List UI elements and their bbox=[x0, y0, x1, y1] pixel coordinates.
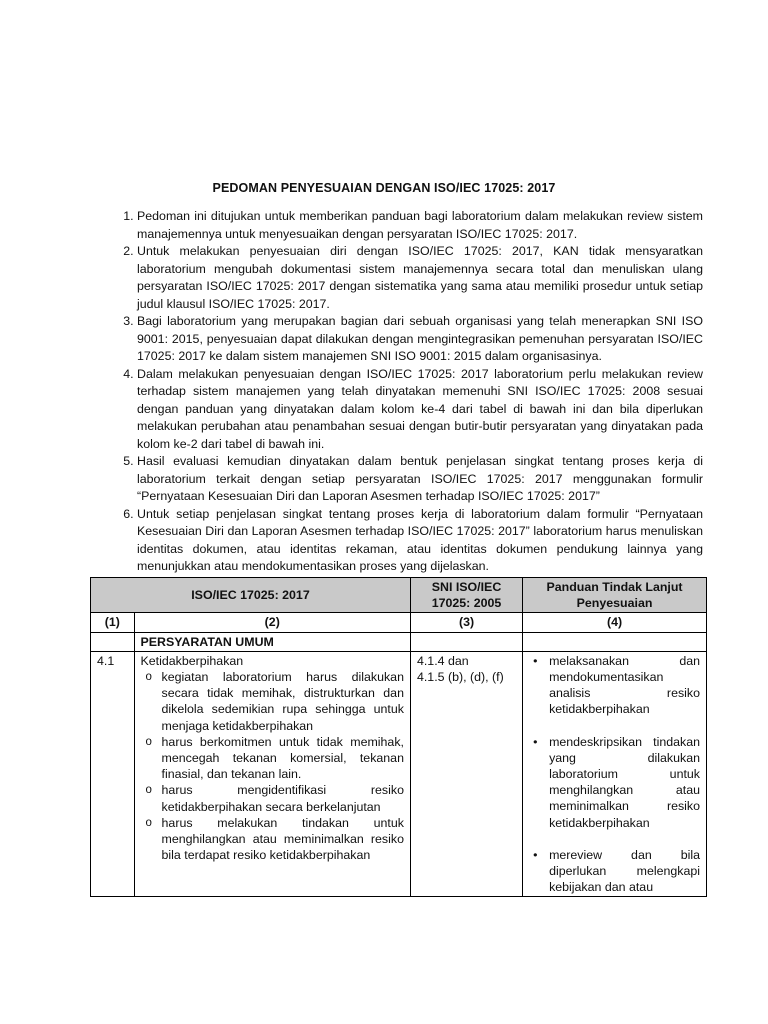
table-header-row bbox=[91, 578, 707, 613]
guideline-item: 5. Hasil evaluasi kemudian dinyatakan dalam bentuk penjelasan singkat tentang proses kerja di laboratorium terkait dengan setiap persyaratan ISO/IEC 17025: 2017 menggunakan formulir “Pernyataan Kesesuaian Diri dan Laporan Asesmen terhadap ISO/IEC 17025: 2017” bbox=[137, 453, 703, 506]
guideline-item: 6. Untuk setiap penjelasan singkat tentang proses kerja di laboratorium dalam formulir “Pernyataan Kesesuaian Diri dan Laporan Asesmen terhadap ISO/IEC 17025: 2017” laboratorium harus menuliskan identitas dokumen, atau identitas rekaman, atau identitas dokumen pendukung lainnya yang menunjukkan atau mendokumentasikan proses yang dijelaskan. bbox=[137, 506, 703, 576]
guidance-item: • melaksanakan dan mendokumentasikan analisis resiko ketidakberpihakan bbox=[549, 653, 700, 718]
guideline-item: 1. Pedoman ini ditujukan untuk memberikan panduan bagi laboratorium dalam melakukan review sistem manajemennya untuk menyesuaikan dengan persyaratan ISO/IEC 17025: 2017. bbox=[137, 208, 703, 243]
guideline-item: 3. Bagi laboratorium yang merupakan bagian dari sebuah organisasi yang telah menerapkan SNI ISO 9001: 2015, penyesuaian dapat dilakukan dengan mengintegrasikan pemenuhan persyaratan ISO/IEC 17025: 2017 ke dalam sistem manajemen SNI ISO 9001: 2015 dalam organisasinya. bbox=[137, 313, 703, 366]
sni-reference-cell bbox=[410, 651, 522, 897]
header-iso: ISO/IEC 17025: 2017 bbox=[91, 578, 411, 613]
guidance-list bbox=[529, 653, 700, 896]
empty-cell bbox=[523, 632, 707, 651]
section-title: PERSYARATAN UMUM bbox=[134, 632, 410, 651]
empty-cell bbox=[91, 632, 135, 651]
column-number: (3) bbox=[410, 613, 522, 632]
guidance-cell bbox=[523, 651, 707, 897]
section-row bbox=[91, 632, 707, 651]
table-row bbox=[91, 651, 707, 897]
column-number-row bbox=[91, 613, 707, 632]
column-number: (1) bbox=[91, 613, 135, 632]
guidance-item: • mendeskripsikan tindakan yang dilakukan laboratorium untuk menghilangkan atau meminimalkan resiko ketidakberpihakan bbox=[549, 734, 700, 831]
requirement-list bbox=[141, 669, 404, 863]
sni-reference: 4.1.4 dan bbox=[416, 653, 469, 668]
guideline-item: 2. Untuk melakukan penyesuaian diri dengan ISO/IEC 17025: 2017, KAN tidak mensyaratkan laboratorium mengubah dokumentasi sistem manajemennya secara total dan menuliskan ulang persyaratan ISO/IEC 17025: 2017 dengan sistematika yang sama atau memiliki prosedur untuk setiap judul klausul ISO/IEC 17025: 2017. bbox=[137, 243, 703, 313]
guidance-item: • mereview dan bila diperlukan melengkapi kebijakan dan atau bbox=[549, 847, 700, 896]
header-sni: SNI ISO/IEC 17025: 2005 bbox=[410, 578, 522, 613]
requirement-item: o harus melakukan tindakan untuk menghilangkan atau meminimalkan resiko bila terdapat resiko ketidakberpihakan bbox=[162, 815, 404, 864]
header-panduan: Panduan Tindak Lanjut Penyesuaian bbox=[523, 578, 707, 613]
guideline-item: 4. Dalam melakukan penyesuaian dengan ISO/IEC 17025: 2017 laboratorium perlu melakukan review terhadap sistem manajemen yang telah dinyatakan memenuhi SNI ISO/IEC 17025: 2008 sesuai dengan panduan yang dinyatakan dalam kolom ke-4 dari tabel di bawah ini dan bila diperlukan melakukan perubahan atau penambahan sesuai dengan butir-butir persyaratan yang dinyatakan pada kolom ke-2 dari tabel di bawah ini. bbox=[137, 366, 703, 454]
requirement-item: o harus mengidentifikasi resiko ketidakberpihakan secara berkelanjutan bbox=[162, 782, 404, 814]
requirement-item: o kegiatan laboratorium harus dilakukan secara tidak memihak, distrukturkan dan dikelola sedemikian rupa sehingga untuk menjaga ketidakberpihakan bbox=[162, 669, 404, 734]
document-title: PEDOMAN PENYESUAIAN DENGAN ISO/IEC 17025: 2017 bbox=[212, 181, 556, 195]
requirement-cell bbox=[134, 651, 410, 897]
column-number: (2) bbox=[134, 613, 410, 632]
requirement-item: o harus berkomitmen untuk tidak memihak, mencegah tekanan komersial, tekanan finasial, dan tekanan lain. bbox=[162, 734, 404, 783]
empty-cell bbox=[410, 632, 522, 651]
requirement-heading: Ketidakberpihakan bbox=[140, 653, 244, 668]
column-number: (4) bbox=[523, 613, 707, 632]
guideline-list bbox=[112, 208, 703, 576]
requirements-table bbox=[90, 577, 707, 897]
clause-number: 4.1 bbox=[91, 651, 135, 897]
sni-reference: 4.1.5 (b), (d), (f) bbox=[416, 670, 504, 685]
